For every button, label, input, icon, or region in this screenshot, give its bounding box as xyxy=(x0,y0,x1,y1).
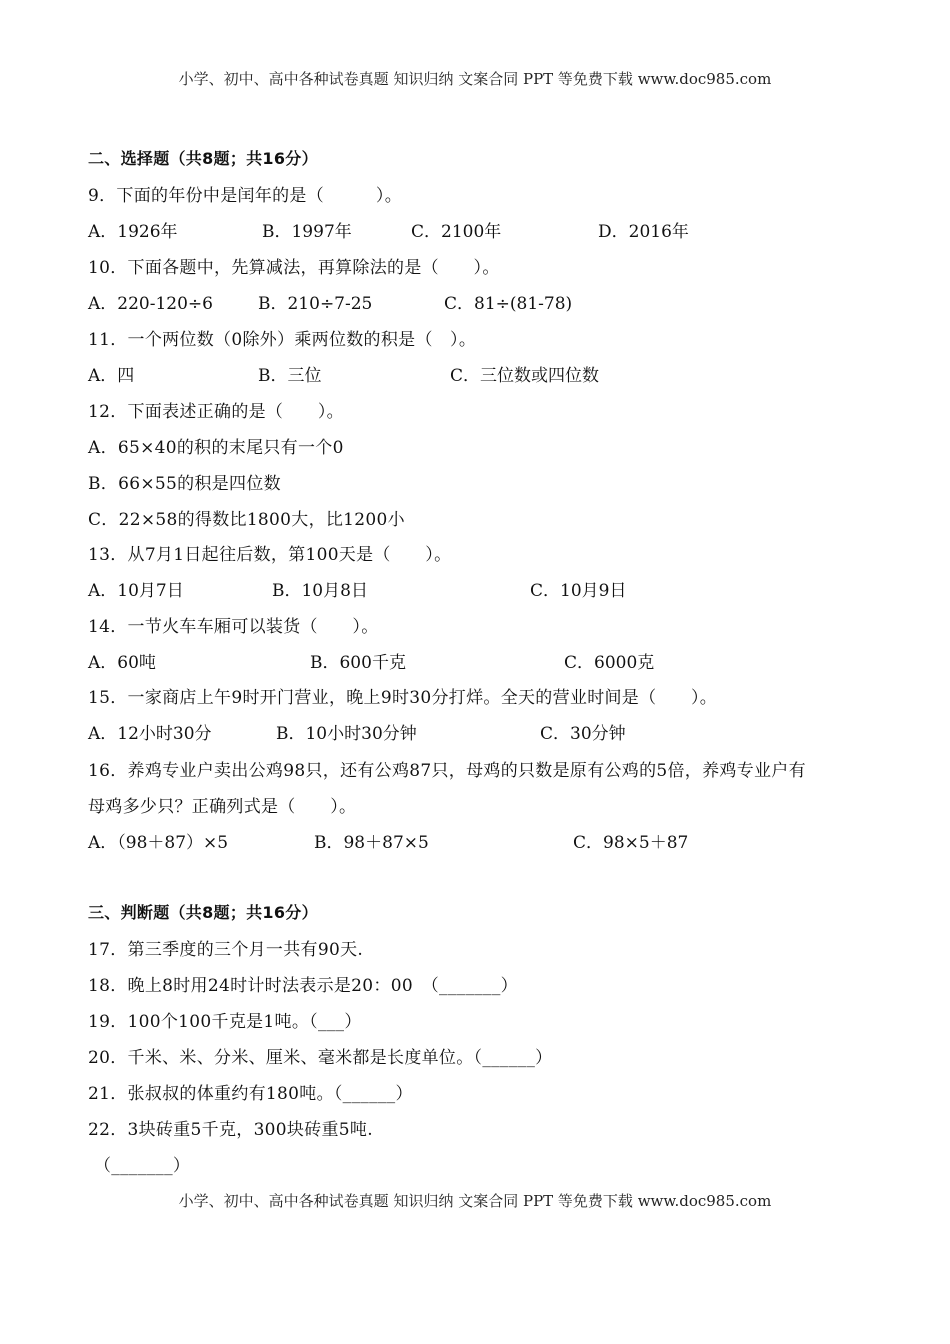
q9-option-b: B．1997年 xyxy=(262,222,352,242)
section-title-judgement: 三、判断题（共8题；共16分） xyxy=(88,903,318,922)
q10-option-c: C．81÷(81-78) xyxy=(444,294,573,314)
q12-option-b: B．66×55的积是四位数 xyxy=(88,474,281,494)
q13-option-a: A．10月7日 xyxy=(88,581,184,601)
q9-option-a: A．1926年 xyxy=(88,222,178,242)
question-22: 22．3块砖重5千克，300块砖重5吨. xyxy=(88,1120,373,1140)
page-footer: 小学、初中、高中各种试卷真题 知识归纳 文案合同 PPT 等免费下载 www.doc985.com xyxy=(178,1192,772,1210)
question-12: 12．下面表述正确的是（ ）。 xyxy=(88,402,344,422)
question-19: 19．100个100千克是1吨。（___） xyxy=(88,1012,362,1032)
question-16-line1: 16．养鸡专业户卖出公鸡98只，还有公鸡87只，母鸡的只数是原有公鸡的5倍，养鸡专业户有 xyxy=(88,761,806,781)
q15-option-a: A．12小时30分 xyxy=(88,724,212,744)
page-header: 小学、初中、高中各种试卷真题 知识归纳 文案合同 PPT 等免费下载 www.doc985.com xyxy=(178,70,772,88)
q14-option-c: C．6000克 xyxy=(564,653,655,673)
question-14: 14．一节火车车厢可以装货（ ）。 xyxy=(88,617,379,637)
q9-option-d: D．2016年 xyxy=(598,222,689,242)
question-15: 15．一家商店上午9时开门营业，晚上9时30分打烊。全天的营业时间是（ ）。 xyxy=(88,688,718,708)
q14-option-b: B．600千克 xyxy=(310,653,406,673)
q11-option-c: C．三位数或四位数 xyxy=(450,366,600,386)
q16-option-b: B．98＋87×5 xyxy=(314,833,429,853)
question-10: 10．下面各题中，先算减法，再算除法的是（ ）。 xyxy=(88,258,500,278)
q13-option-b: B．10月8日 xyxy=(272,581,368,601)
question-18: 18．晚上8时用24时计时法表示是20：00 （_______） xyxy=(88,976,518,996)
q10-option-a: A．220-120÷6 xyxy=(88,294,213,314)
question-9: 9．下面的年份中是闰年的是（ ）。 xyxy=(88,186,403,206)
question-17: 17．第三季度的三个月一共有90天. xyxy=(88,940,364,960)
q11-option-a: A．四 xyxy=(88,366,135,386)
q16-option-a: A．（98＋87）×5 xyxy=(88,833,229,853)
q16-option-c: C．98×5＋87 xyxy=(573,833,689,853)
question-20: 20．千米、米、分米、厘米、毫米都是长度单位。（______） xyxy=(88,1048,553,1068)
question-22-answer-blank: （_______） xyxy=(94,1156,191,1176)
q10-option-b: B．210÷7-25 xyxy=(258,294,373,314)
section-title-choice: 二、选择题（共8题；共16分） xyxy=(88,149,318,168)
question-13: 13．从7月1日起往后数，第100天是（ ）。 xyxy=(88,545,452,565)
q14-option-a: A．60吨 xyxy=(88,653,156,673)
q13-option-c: C．10月9日 xyxy=(530,581,627,601)
question-21: 21．张叔叔的体重约有180吨。（______） xyxy=(88,1084,413,1104)
q12-option-c: C．22×58的得数比1800大，比1200小 xyxy=(88,510,405,530)
q11-option-b: B．三位 xyxy=(258,366,322,386)
q9-option-c: C．2100年 xyxy=(411,222,502,242)
q15-option-b: B．10小时30分钟 xyxy=(276,724,417,744)
q15-option-c: C．30分钟 xyxy=(540,724,626,744)
question-16-line2: 母鸡多少只？正确列式是（ ）。 xyxy=(88,797,357,817)
q12-option-a: A．65×40的积的末尾只有一个0 xyxy=(88,438,344,458)
question-11: 11．一个两位数（0除外）乘两位数的积是（ ）。 xyxy=(88,330,477,350)
